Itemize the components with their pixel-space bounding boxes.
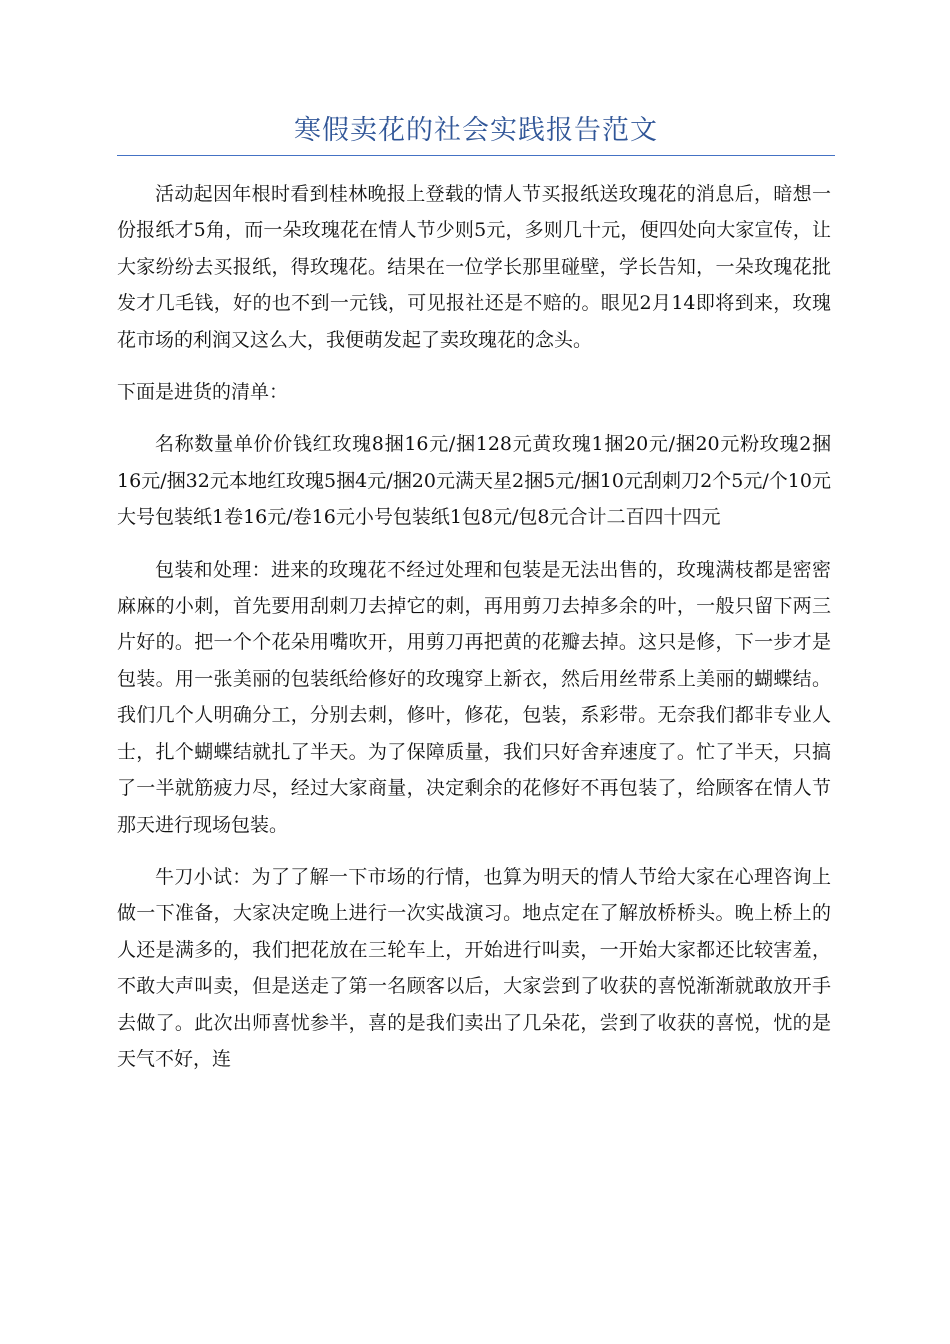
paragraph-background: 活动起因年根时看到桂林晚报上登载的情人节买报纸送玫瑰花的消息后，暗想一份报纸才5角，而一朵玫瑰花在情人节少则5元，多则几十元，便四处向大家宣传，让大家纷纷去买报纸，得玫瑰花。结果在一位学长那里碰壁，学长告知，一朵玫瑰花批发才几毛钱，好的也不到一元钱，可见报社还是不赔的。眼见2月14即将到来，玫瑰花市场的利润又这么大，我便萌发起了卖玫瑰花的念头。 <box>117 183 831 351</box>
paragraph-list-intro: 下面是进货的清单： <box>117 381 289 404</box>
title-underline <box>117 155 835 156</box>
paragraph-purchase-list: 名称数量单价价钱红玫瑰8捆16元/捆128元黄玫瑰1捆20元/捆20元粉玫瑰2捆16元/捆32元本地红玫瑰5捆4元/捆20元满天星2捆5元/捆10元刮刺刀2个5元/个10元大号包装纸1卷16元/卷16元小号包装纸1包8元/包8元合计二百四十四元 <box>117 433 831 529</box>
document-body <box>117 176 831 1093</box>
paragraph-trial-run: 牛刀小试：为了了解一下市场的行情，也算为明天的情人节给大家在心理咨询上做一下准备，大家决定晚上进行一次实战演习。地点定在了解放桥桥头。晚上桥上的人还是满多的，我们把花放在三轮车上，开始进行叫卖，一开始大家都还比较害羞，不敢大声叫卖，但是送走了第一名顾客以后，大家尝到了收获的喜悦渐渐就敢放开手去做了。此次出师喜忧参半，喜的是我们卖出了几朵花，尝到了收获的喜悦，忧的是天气不好，连 <box>117 865 831 1070</box>
document-title: 寒假卖花的社会实践报告范文 <box>294 115 658 146</box>
paragraph-packaging: 包装和处理：进来的玫瑰花不经过处理和包装是无法出售的，玫瑰满枝都是密密麻麻的小刺，首先要用刮刺刀去掉它的刺，再用剪刀去掉多余的叶，一般只留下两三片好的。把一个个花朵用嘴吹开，用剪刀再把黄的花瓣去掉。这只是修，下一步才是包装。用一张美丽的包装纸给修好的玫瑰穿上新衣，然后用丝带系上美丽的蝴蝶结。我们几个人明确分工，分别去刺，修叶，修花，包装，系彩带。无奈我们都非专业人士，扎个蝴蝶结就扎了半天。为了保障质量，我们只好舍弃速度了。忙了半天，只搞了一半就筋疲力尽，经过大家商量，决定剩余的花修好不再包装了，给顾客在情人节那天进行现场包装。 <box>117 558 831 836</box>
